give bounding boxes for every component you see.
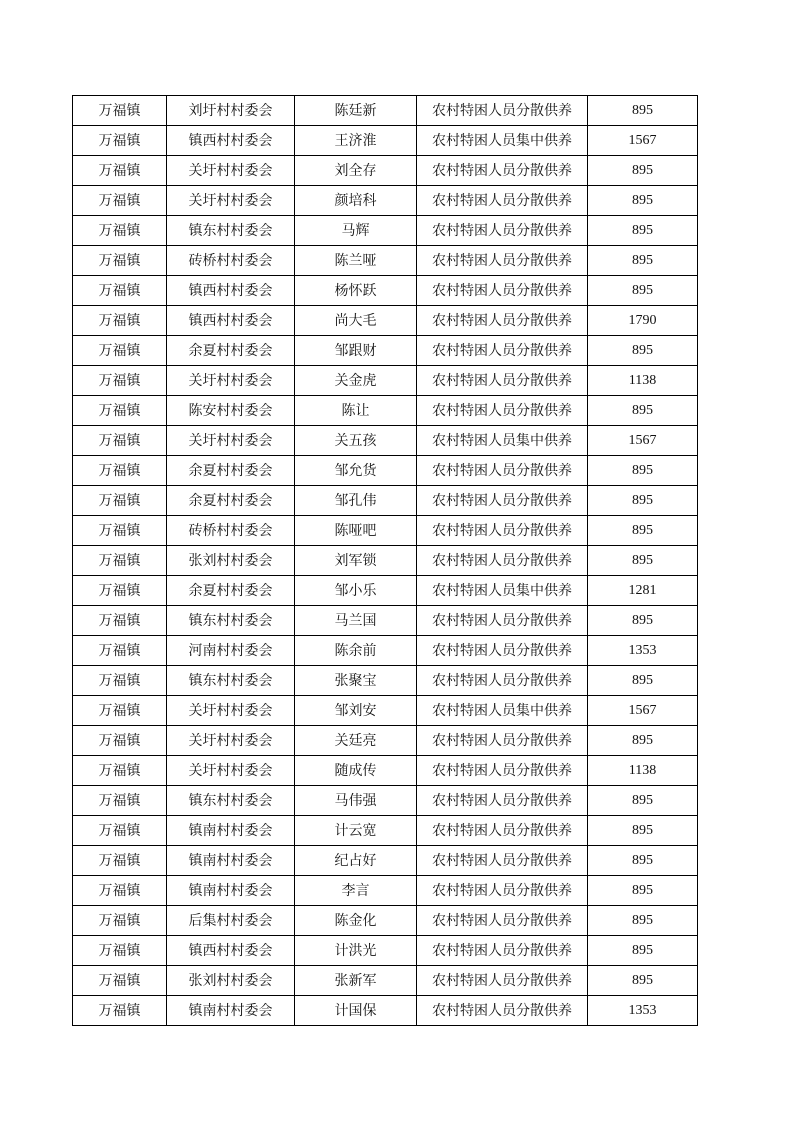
town-cell: 万福镇 — [73, 516, 167, 546]
support-type-cell: 农村特困人员分散供养 — [417, 786, 588, 816]
village-committee-cell: 关圩村村委会 — [167, 756, 295, 786]
table-row — [73, 486, 698, 516]
person-name-cell: 杨怀跃 — [295, 276, 417, 306]
person-name-cell: 马伟强 — [295, 786, 417, 816]
person-name-cell: 马兰国 — [295, 606, 417, 636]
town-cell: 万福镇 — [73, 396, 167, 426]
table-row — [73, 846, 698, 876]
amount-cell: 895 — [588, 186, 698, 216]
table-row — [73, 666, 698, 696]
village-committee-cell: 关圩村村委会 — [167, 726, 295, 756]
town-cell: 万福镇 — [73, 456, 167, 486]
table-row — [73, 156, 698, 186]
village-committee-cell: 刘圩村村委会 — [167, 96, 295, 126]
town-cell: 万福镇 — [73, 186, 167, 216]
person-name-cell: 邹小乐 — [295, 576, 417, 606]
amount-cell: 895 — [588, 516, 698, 546]
person-name-cell: 邹孔伟 — [295, 486, 417, 516]
support-type-cell: 农村特困人员分散供养 — [417, 546, 588, 576]
town-cell: 万福镇 — [73, 846, 167, 876]
table-row — [73, 276, 698, 306]
village-committee-cell: 陈安村村委会 — [167, 396, 295, 426]
support-type-cell: 农村特困人员分散供养 — [417, 906, 588, 936]
person-name-cell: 陈余前 — [295, 636, 417, 666]
support-type-cell: 农村特困人员集中供养 — [417, 426, 588, 456]
town-cell: 万福镇 — [73, 666, 167, 696]
support-type-cell: 农村特困人员分散供养 — [417, 306, 588, 336]
support-type-cell: 农村特困人员分散供养 — [417, 846, 588, 876]
village-committee-cell: 余夏村村委会 — [167, 486, 295, 516]
amount-cell: 895 — [588, 546, 698, 576]
table-row — [73, 576, 698, 606]
table-row — [73, 816, 698, 846]
town-cell: 万福镇 — [73, 876, 167, 906]
support-type-cell: 农村特困人员分散供养 — [417, 96, 588, 126]
town-cell: 万福镇 — [73, 816, 167, 846]
person-name-cell: 刘全存 — [295, 156, 417, 186]
person-name-cell: 计洪光 — [295, 936, 417, 966]
person-name-cell: 关金虎 — [295, 366, 417, 396]
village-committee-cell: 砖桥村村委会 — [167, 516, 295, 546]
town-cell: 万福镇 — [73, 996, 167, 1026]
village-committee-cell: 镇西村村委会 — [167, 936, 295, 966]
town-cell: 万福镇 — [73, 696, 167, 726]
amount-cell: 1353 — [588, 996, 698, 1026]
amount-cell: 1281 — [588, 576, 698, 606]
village-committee-cell: 镇西村村委会 — [167, 276, 295, 306]
support-type-cell: 农村特困人员分散供养 — [417, 216, 588, 246]
town-cell: 万福镇 — [73, 426, 167, 456]
village-committee-cell: 关圩村村委会 — [167, 696, 295, 726]
town-cell: 万福镇 — [73, 966, 167, 996]
amount-cell: 895 — [588, 216, 698, 246]
table-row — [73, 876, 698, 906]
person-name-cell: 王济淮 — [295, 126, 417, 156]
table-row — [73, 906, 698, 936]
amount-cell: 895 — [588, 246, 698, 276]
table-row — [73, 936, 698, 966]
village-committee-cell: 镇东村村委会 — [167, 666, 295, 696]
amount-cell: 1353 — [588, 636, 698, 666]
table-row — [73, 366, 698, 396]
village-committee-cell: 镇南村村委会 — [167, 996, 295, 1026]
village-committee-cell: 余夏村村委会 — [167, 576, 295, 606]
town-cell: 万福镇 — [73, 756, 167, 786]
table-row — [73, 756, 698, 786]
table-row — [73, 126, 698, 156]
town-cell: 万福镇 — [73, 606, 167, 636]
support-type-cell: 农村特困人员分散供养 — [417, 486, 588, 516]
town-cell: 万福镇 — [73, 486, 167, 516]
village-committee-cell: 镇东村村委会 — [167, 786, 295, 816]
town-cell: 万福镇 — [73, 906, 167, 936]
amount-cell: 895 — [588, 726, 698, 756]
village-committee-cell: 关圩村村委会 — [167, 186, 295, 216]
support-type-cell: 农村特困人员分散供养 — [417, 816, 588, 846]
document-table-container — [72, 95, 698, 1026]
person-name-cell: 邹允货 — [295, 456, 417, 486]
recipient-table — [72, 95, 698, 1026]
table-row — [73, 96, 698, 126]
town-cell: 万福镇 — [73, 366, 167, 396]
town-cell: 万福镇 — [73, 726, 167, 756]
support-type-cell: 农村特困人员分散供养 — [417, 666, 588, 696]
support-type-cell: 农村特困人员分散供养 — [417, 336, 588, 366]
town-cell: 万福镇 — [73, 96, 167, 126]
support-type-cell: 农村特困人员分散供养 — [417, 396, 588, 426]
support-type-cell: 农村特困人员分散供养 — [417, 756, 588, 786]
person-name-cell: 关五孩 — [295, 426, 417, 456]
amount-cell: 1138 — [588, 366, 698, 396]
person-name-cell: 纪占好 — [295, 846, 417, 876]
village-committee-cell: 河南村村委会 — [167, 636, 295, 666]
amount-cell: 895 — [588, 786, 698, 816]
support-type-cell: 农村特困人员分散供养 — [417, 186, 588, 216]
table-row — [73, 306, 698, 336]
village-committee-cell: 镇南村村委会 — [167, 876, 295, 906]
town-cell: 万福镇 — [73, 786, 167, 816]
support-type-cell: 农村特困人员集中供养 — [417, 126, 588, 156]
town-cell: 万福镇 — [73, 546, 167, 576]
amount-cell: 895 — [588, 156, 698, 186]
village-committee-cell: 关圩村村委会 — [167, 156, 295, 186]
village-committee-cell: 关圩村村委会 — [167, 366, 295, 396]
support-type-cell: 农村特困人员分散供养 — [417, 996, 588, 1026]
support-type-cell: 农村特困人员分散供养 — [417, 876, 588, 906]
table-row — [73, 426, 698, 456]
support-type-cell: 农村特困人员分散供养 — [417, 966, 588, 996]
town-cell: 万福镇 — [73, 246, 167, 276]
town-cell: 万福镇 — [73, 576, 167, 606]
amount-cell: 895 — [588, 456, 698, 486]
village-committee-cell: 镇东村村委会 — [167, 216, 295, 246]
amount-cell: 1567 — [588, 426, 698, 456]
village-committee-cell: 余夏村村委会 — [167, 456, 295, 486]
person-name-cell: 计云宽 — [295, 816, 417, 846]
support-type-cell: 农村特困人员分散供养 — [417, 936, 588, 966]
support-type-cell: 农村特困人员分散供养 — [417, 636, 588, 666]
amount-cell: 895 — [588, 846, 698, 876]
person-name-cell: 陈廷新 — [295, 96, 417, 126]
person-name-cell: 刘军锁 — [295, 546, 417, 576]
support-type-cell: 农村特困人员集中供养 — [417, 576, 588, 606]
amount-cell: 895 — [588, 606, 698, 636]
village-committee-cell: 后集村村委会 — [167, 906, 295, 936]
amount-cell: 895 — [588, 936, 698, 966]
support-type-cell: 农村特困人员分散供养 — [417, 516, 588, 546]
person-name-cell: 邹跟财 — [295, 336, 417, 366]
village-committee-cell: 镇西村村委会 — [167, 126, 295, 156]
person-name-cell: 陈金化 — [295, 906, 417, 936]
town-cell: 万福镇 — [73, 306, 167, 336]
town-cell: 万福镇 — [73, 636, 167, 666]
table-row — [73, 396, 698, 426]
support-type-cell: 农村特困人员分散供养 — [417, 456, 588, 486]
town-cell: 万福镇 — [73, 126, 167, 156]
village-committee-cell: 张刘村村委会 — [167, 966, 295, 996]
amount-cell: 1790 — [588, 306, 698, 336]
town-cell: 万福镇 — [73, 156, 167, 186]
support-type-cell: 农村特困人员分散供养 — [417, 246, 588, 276]
town-cell: 万福镇 — [73, 936, 167, 966]
amount-cell: 895 — [588, 276, 698, 306]
amount-cell: 895 — [588, 336, 698, 366]
amount-cell: 895 — [588, 906, 698, 936]
amount-cell: 895 — [588, 486, 698, 516]
village-committee-cell: 镇南村村委会 — [167, 846, 295, 876]
amount-cell: 895 — [588, 966, 698, 996]
person-name-cell: 陈兰哑 — [295, 246, 417, 276]
support-type-cell: 农村特困人员分散供养 — [417, 156, 588, 186]
amount-cell: 895 — [588, 666, 698, 696]
table-row — [73, 636, 698, 666]
person-name-cell: 张聚宝 — [295, 666, 417, 696]
table-row — [73, 516, 698, 546]
table-row — [73, 966, 698, 996]
village-committee-cell: 张刘村村委会 — [167, 546, 295, 576]
village-committee-cell: 镇东村村委会 — [167, 606, 295, 636]
person-name-cell: 陈哑吧 — [295, 516, 417, 546]
support-type-cell: 农村特困人员分散供养 — [417, 726, 588, 756]
table-row — [73, 546, 698, 576]
table-row — [73, 186, 698, 216]
table-row — [73, 216, 698, 246]
support-type-cell: 农村特困人员分散供养 — [417, 366, 588, 396]
table-row — [73, 996, 698, 1026]
village-committee-cell: 镇南村村委会 — [167, 816, 295, 846]
town-cell: 万福镇 — [73, 336, 167, 366]
person-name-cell: 邹刘安 — [295, 696, 417, 726]
support-type-cell: 农村特困人员分散供养 — [417, 606, 588, 636]
table-row — [73, 696, 698, 726]
amount-cell: 895 — [588, 96, 698, 126]
person-name-cell: 关廷亮 — [295, 726, 417, 756]
table-row — [73, 246, 698, 276]
person-name-cell: 张新军 — [295, 966, 417, 996]
town-cell: 万福镇 — [73, 216, 167, 246]
support-type-cell: 农村特困人员集中供养 — [417, 696, 588, 726]
amount-cell: 895 — [588, 816, 698, 846]
table-body — [73, 96, 698, 1026]
table-row — [73, 786, 698, 816]
table-row — [73, 606, 698, 636]
village-committee-cell: 关圩村村委会 — [167, 426, 295, 456]
person-name-cell: 马辉 — [295, 216, 417, 246]
support-type-cell: 农村特困人员分散供养 — [417, 276, 588, 306]
table-row — [73, 456, 698, 486]
amount-cell: 1138 — [588, 756, 698, 786]
amount-cell: 1567 — [588, 126, 698, 156]
table-row — [73, 726, 698, 756]
person-name-cell: 颜培科 — [295, 186, 417, 216]
person-name-cell: 尚大毛 — [295, 306, 417, 336]
amount-cell: 1567 — [588, 696, 698, 726]
village-committee-cell: 砖桥村村委会 — [167, 246, 295, 276]
village-committee-cell: 余夏村村委会 — [167, 336, 295, 366]
table-row — [73, 336, 698, 366]
person-name-cell: 计国保 — [295, 996, 417, 1026]
amount-cell: 895 — [588, 876, 698, 906]
person-name-cell: 李言 — [295, 876, 417, 906]
amount-cell: 895 — [588, 396, 698, 426]
town-cell: 万福镇 — [73, 276, 167, 306]
village-committee-cell: 镇西村村委会 — [167, 306, 295, 336]
person-name-cell: 陈让 — [295, 396, 417, 426]
person-name-cell: 随成传 — [295, 756, 417, 786]
